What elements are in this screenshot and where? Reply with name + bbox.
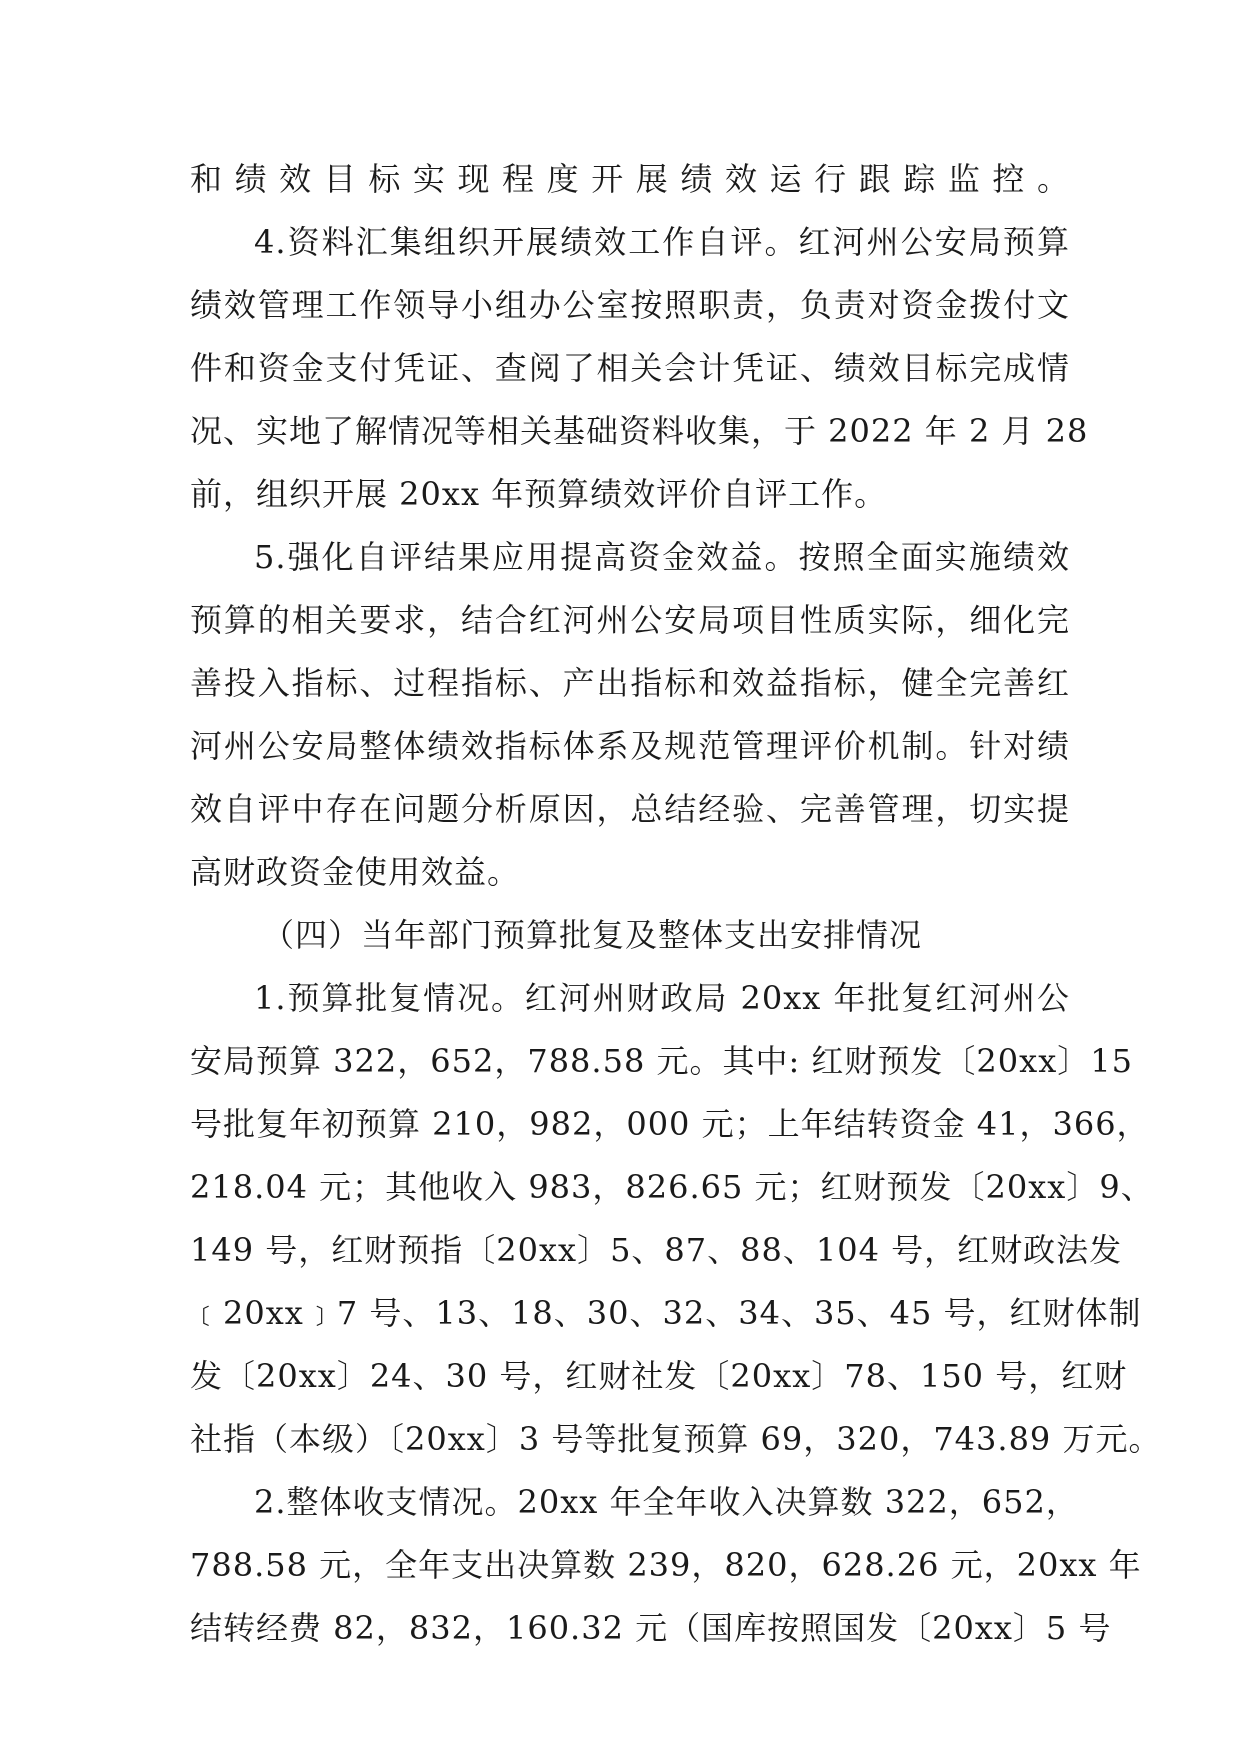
text-line: 前，组织开展 20xx 年预算绩效评价自评工作。 <box>190 475 888 513</box>
text-line: ﹝20xx﹞7 号、13、18、30、32、34、35、45 号，红财体制 <box>190 1294 1142 1332</box>
text-line: 绩效管理工作领导小组办公室按照职责，负责对资金拨付文 <box>190 286 1070 324</box>
text-line: 效自评中存在问题分析原因，总结经验、完善管理，切实提 <box>190 790 1070 828</box>
paragraph-income-start: 2.整体收支情况。20xx 年全年收入决算数 322，652， <box>254 1483 1079 1521</box>
paragraph-budget-start: 1.预算批复情况。红河州财政局 20xx 年批复红河州公 <box>254 979 1070 1017</box>
text-line: 河州公安局整体绩效指标体系及规范管理评价机制。针对绩 <box>190 727 1070 765</box>
text-line: 结转经费 82，832，160.32 元（国库按照国发〔20xx〕5 号 <box>190 1609 1112 1647</box>
text-line: 善投入指标、过程指标、产出指标和效益指标，健全完善红 <box>190 664 1070 702</box>
text-line: 和绩效目标实现程度开展绩效运行跟踪监控。 <box>190 160 1070 198</box>
text-line: 149 号，红财预指〔20xx〕5、87、88、104 号，红财政法发 <box>190 1231 1123 1269</box>
paragraph-5-start: 5.强化自评结果应用提高资金效益。按照全面实施绩效 <box>254 538 1070 576</box>
body-text <box>190 148 1162 1660</box>
text-line: 况、实地了解情况等相关基础资料收集，于 2022 年 2 月 28 <box>190 412 1089 450</box>
paragraph-4-start: 4.资料汇集组织开展绩效工作自评。红河州公安局预算 <box>254 223 1070 261</box>
text-line: 号批复年初预算 210，982，000 元；上年结转资金 41，366， <box>190 1105 1150 1143</box>
text-line: 安局预算 322，652，788.58 元。其中: 红财预发〔20xx〕15 <box>190 1042 1133 1080</box>
text-line: 发〔20xx〕24、30 号，红财社发〔20xx〕78、150 号，红财 <box>190 1357 1128 1395</box>
text-line: 788.58 元，全年支出决算数 239，820，628.26 元，20xx 年 <box>190 1546 1142 1584</box>
text-line: 高财政资金使用效益。 <box>190 853 521 891</box>
text-line: 预算的相关要求，结合红河州公安局项目性质实际，细化完 <box>190 601 1070 639</box>
section-heading: （四）当年部门预算批复及整体支出安排情况 <box>262 916 923 954</box>
text-line: 社指（本级）〔20xx〕3 号等批复预算 69，320，743.89 万元。 <box>190 1420 1162 1458</box>
text-line: 218.04 元；其他收入 983，826.65 元；红财预发〔20xx〕9、 <box>190 1168 1154 1206</box>
text-line: 件和资金支付凭证、查阅了相关会计凭证、绩效目标完成情 <box>190 349 1070 387</box>
